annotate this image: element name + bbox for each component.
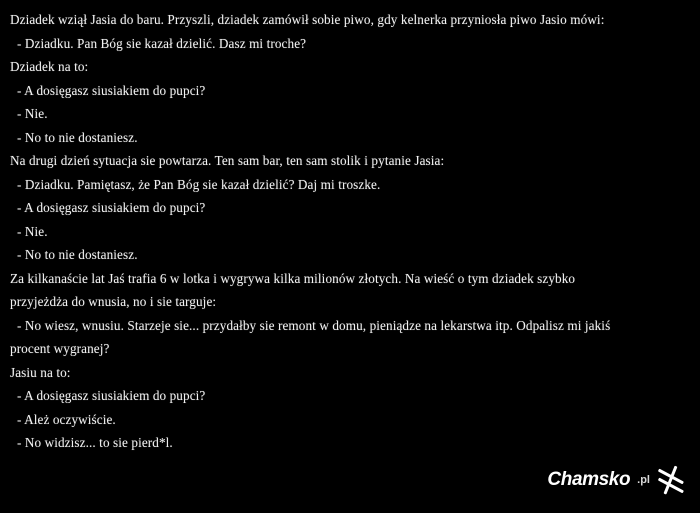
joke-line: przyjeżdża do wnusia, no i sie targuje: — [10, 294, 217, 309]
joke-line: Dziadek na to: — [10, 59, 89, 74]
joke-line: - Dziadku. Pamiętasz, że Pan Bóg sie kazał dzielić? Daj mi troszke. — [17, 176, 381, 192]
watermark-name: Chamsko — [547, 469, 631, 490]
joke-line: - Ależ oczywiście. — [17, 411, 116, 427]
joke-line: - A dosięgasz siusiakiem do pupci? — [17, 82, 206, 98]
joke-line: - No wiesz, wnusiu. Starzeje sie... przydałby sie remont w domu, pieniądze na lekarstwa itp. Odpalisz mi jakiś — [17, 317, 611, 333]
joke-line: - A dosięgasz siusiakiem do pupci? — [17, 200, 206, 215]
joke-line: - No widzisz... to sie pierd*l. — [17, 435, 173, 450]
joke-text-block — [10, 8, 690, 455]
joke-line: Dziadek wziął Jasia do baru. Przyszli, dziadek zamówił sobie piwo, gdy kelnerka przyniosła piwo Jasio mówi: — [10, 12, 605, 27]
joke-line: - No to nie dostaniesz. — [17, 129, 138, 145]
joke-line: - No to nie dostaniesz. — [17, 247, 138, 262]
joke-line: Na drugi dzień sytuacja sie powtarza. Ten sam bar, ten sam stolik i pytanie Jasia: — [10, 153, 445, 168]
watermark-suffix: .pl — [637, 474, 650, 486]
joke-line: Jasiu na to: — [10, 364, 71, 380]
joke-line: - Nie. — [17, 106, 48, 121]
joke-line: - Nie. — [17, 223, 48, 239]
joke-line: - Dziadku. Pan Bóg sie kazał dzielić. Dasz mi troche? — [17, 35, 307, 51]
joke-line: - A dosięgasz siusiakiem do pupci? — [17, 388, 206, 403]
slash-logo-icon — [656, 465, 686, 495]
joke-line: Za kilkanaście lat Jaś trafia 6 w lotka i wygrywa kilka milionów złotych. Na wieść o tym dziadek szybko — [10, 270, 576, 286]
joke-line: procent wygranej? — [10, 341, 110, 356]
watermark — [547, 465, 686, 495]
